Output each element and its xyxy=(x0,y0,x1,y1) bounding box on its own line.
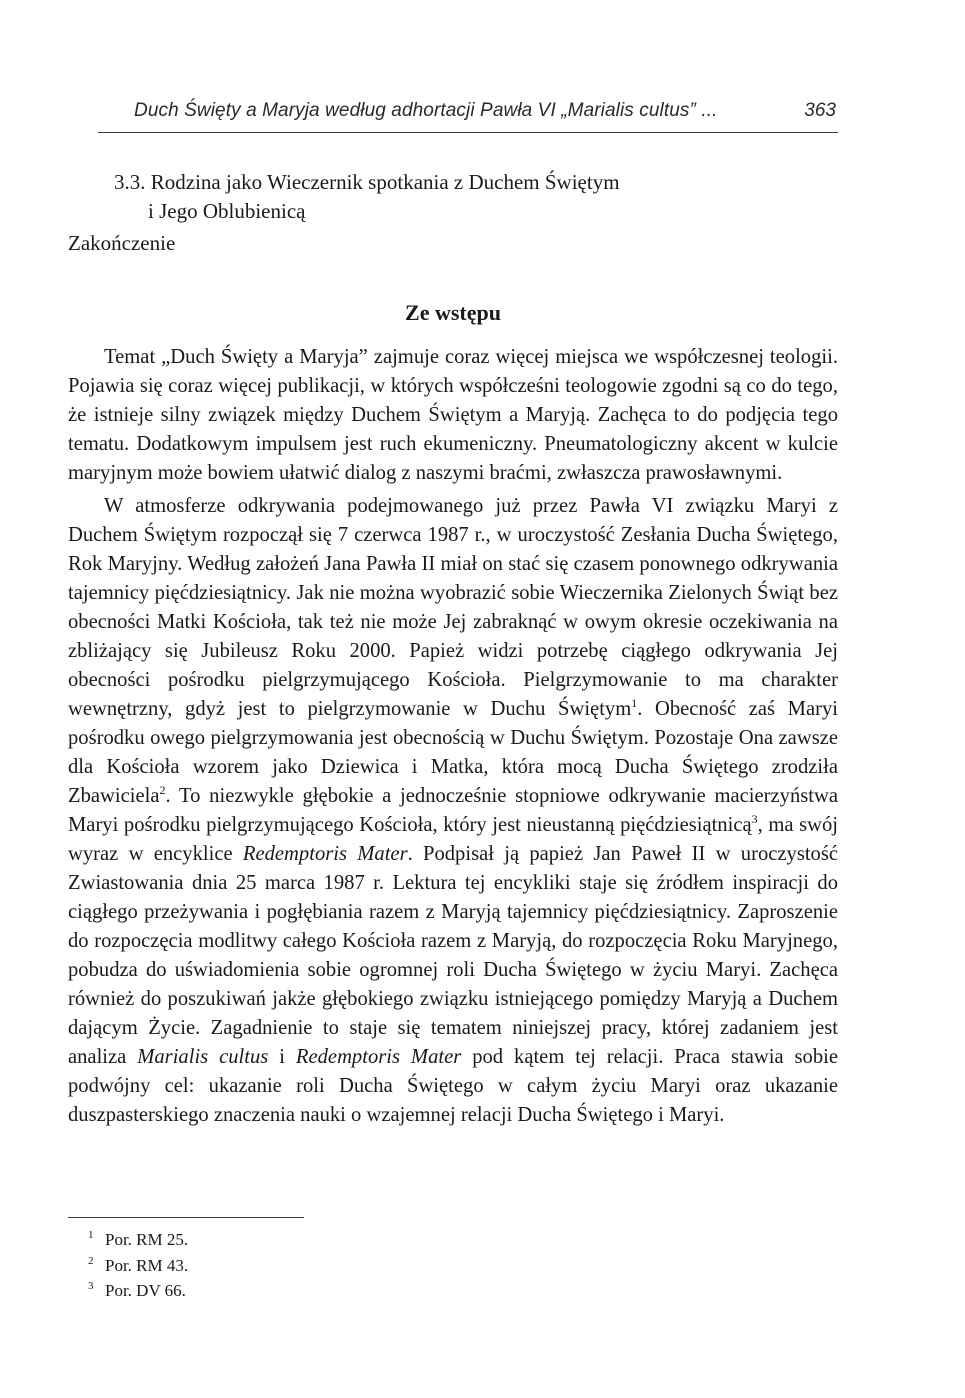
footnote-ref: 2 xyxy=(159,783,166,798)
paragraph-2-segment: . Podpisał ją papież Jan Paweł II w uroczystość Zwiastowania dnia 25 marca 1987 r. Lektura tej encykliki staje się źródłem inspiracji do ciągłego przeżywania i pogłębiania razem z Maryją tajemnicy pięćdziesiątnicy. Zaproszenie do rozpoczęcia modlitwy całego Kościoła razem z Maryją, do rozpoczęcia Roku Maryjnego, pobudza do uświadomienia sobie ogromnej roli Ducha Świętego w życiu Maryi. Zachęca również do poszukiwań jakże głębokiego związku istniejącego pomiędzy Maryją a Duchem dającym Życie. Zagadnienie to staje się tematem niniejszej pracy, której zadaniem jest analiza xyxy=(68,843,839,1068)
toc-item-3-3 xyxy=(114,168,620,226)
footnote: 2 Por. RM 43. xyxy=(88,1254,189,1275)
paragraph-1: Temat „Duch Święty a Maryja” zajmuje coraz więcej miejsca we współczesnej teologii. Pojawia się coraz więcej publikacji, w których współcześni teologowie zgodni są co do tego, że istnieje silny związek między Duchem Świętym a Maryją. Zachęca to do podjęcia tego tematu. Dodatkowym impulsem jest ruch ekumeniczny. Pneumatologiczny akcent w kulcie maryjnym może bowiem ułatwić dialog z naszymi braćmi, zwłaszcza prawosławnymi. xyxy=(68,346,838,484)
footnotes xyxy=(88,1227,188,1304)
running-title: Duch Święty a Maryja według adhortacji Pawła VI „Marialis cultus” ... xyxy=(134,100,718,121)
footnote: 3 Por. DV 66. xyxy=(88,1280,186,1300)
title-redemptoris-mater: Redemptoris Mater xyxy=(295,1046,462,1068)
toc-item-3-3-line2: i Jego Oblubienicą xyxy=(148,199,306,223)
paragraph-2-segment: , ma swój wyraz w encyklice xyxy=(68,814,838,865)
footnote-ref: 1 xyxy=(631,696,638,711)
paragraph-2 xyxy=(68,492,838,1130)
body-text xyxy=(68,343,838,1130)
title-redemptoris-mater: Redemptoris Mater xyxy=(242,843,408,865)
footnote-text: Por. RM 43. xyxy=(105,1255,189,1275)
toc-item-3-3-line1: 3.3. Rodzina jako Wieczernik spotkania z Duchem Świętym xyxy=(114,170,620,194)
paragraph-2-segment: . To niezwykle głębokie a jednocześnie stopniowe odkrywanie macierzyństwa Maryi pośrodku pielgrzymującego Kościoła, który jest nieustanną pięćdziesiątnicą xyxy=(68,785,838,836)
paragraph-2-segment: pod kątem tej relacji. Praca stawia sobie podwójny cel: ukazanie roli Ducha Świętego w całym życiu Maryi oraz ukazanie duszpasterskiego znaczenia nauki o wzajemnej relacji Ducha Świętego i Maryi. xyxy=(68,1046,838,1126)
paragraph-2-segment: i xyxy=(268,1046,296,1068)
toc-item-conclusion: Zakończenie xyxy=(68,231,176,255)
paragraph-2-segment: . Obecność zaś Maryi pośrodku owego pielgrzymowania jest obecnością w Duchu Świętym. Pozostaje Ona zawsze dla Kościoła wzorem jako Dziewica i Matka, która mocą Ducha Świętego zrodziła Zbawiciela xyxy=(68,698,838,807)
section-heading: Ze wstępu xyxy=(405,300,501,325)
page-number: 363 xyxy=(804,100,836,121)
paragraph-2-segment: W atmosferze odkrywania podejmowanego już przez Pawła VI związku Maryi z Duchem Świętym rozpoczął się 7 czerwca 1987 r., w uroczystość Zesłania Ducha Świętego, Rok Maryjny. Według założeń Jana Pawła II miał on stać się czasem ponownego odkrywania tajemnicy pięćdziesiątnicy. Jak nie można wyobrazić sobie Wieczernika Zielonych Świąt bez obecności Matki Kościoła, tak też nie może Jej zabraknąć w owym okresie oczekiwania na zbliżający się Jubileusz Roku 2000. Papież widzi potrzebę ciągłego odkrywania Jej obecności pośrodku pielgrzymującego Kościoła. Pielgrzymowanie to ma charakter wewnętrzny, gdyż jest to pielgrzymowanie w Duchu Świętym xyxy=(68,495,838,720)
running-header xyxy=(98,98,838,133)
footnote: 1 Por. RM 25. xyxy=(88,1229,189,1249)
footnote-text: Por. DV 66. xyxy=(105,1281,186,1300)
footnote-ref: 3 xyxy=(751,812,758,827)
footnote-text: Por. RM 25. xyxy=(105,1230,189,1249)
footnote-divider xyxy=(68,1217,304,1218)
title-marialis-cultus: Marialis cultus xyxy=(137,1046,269,1068)
